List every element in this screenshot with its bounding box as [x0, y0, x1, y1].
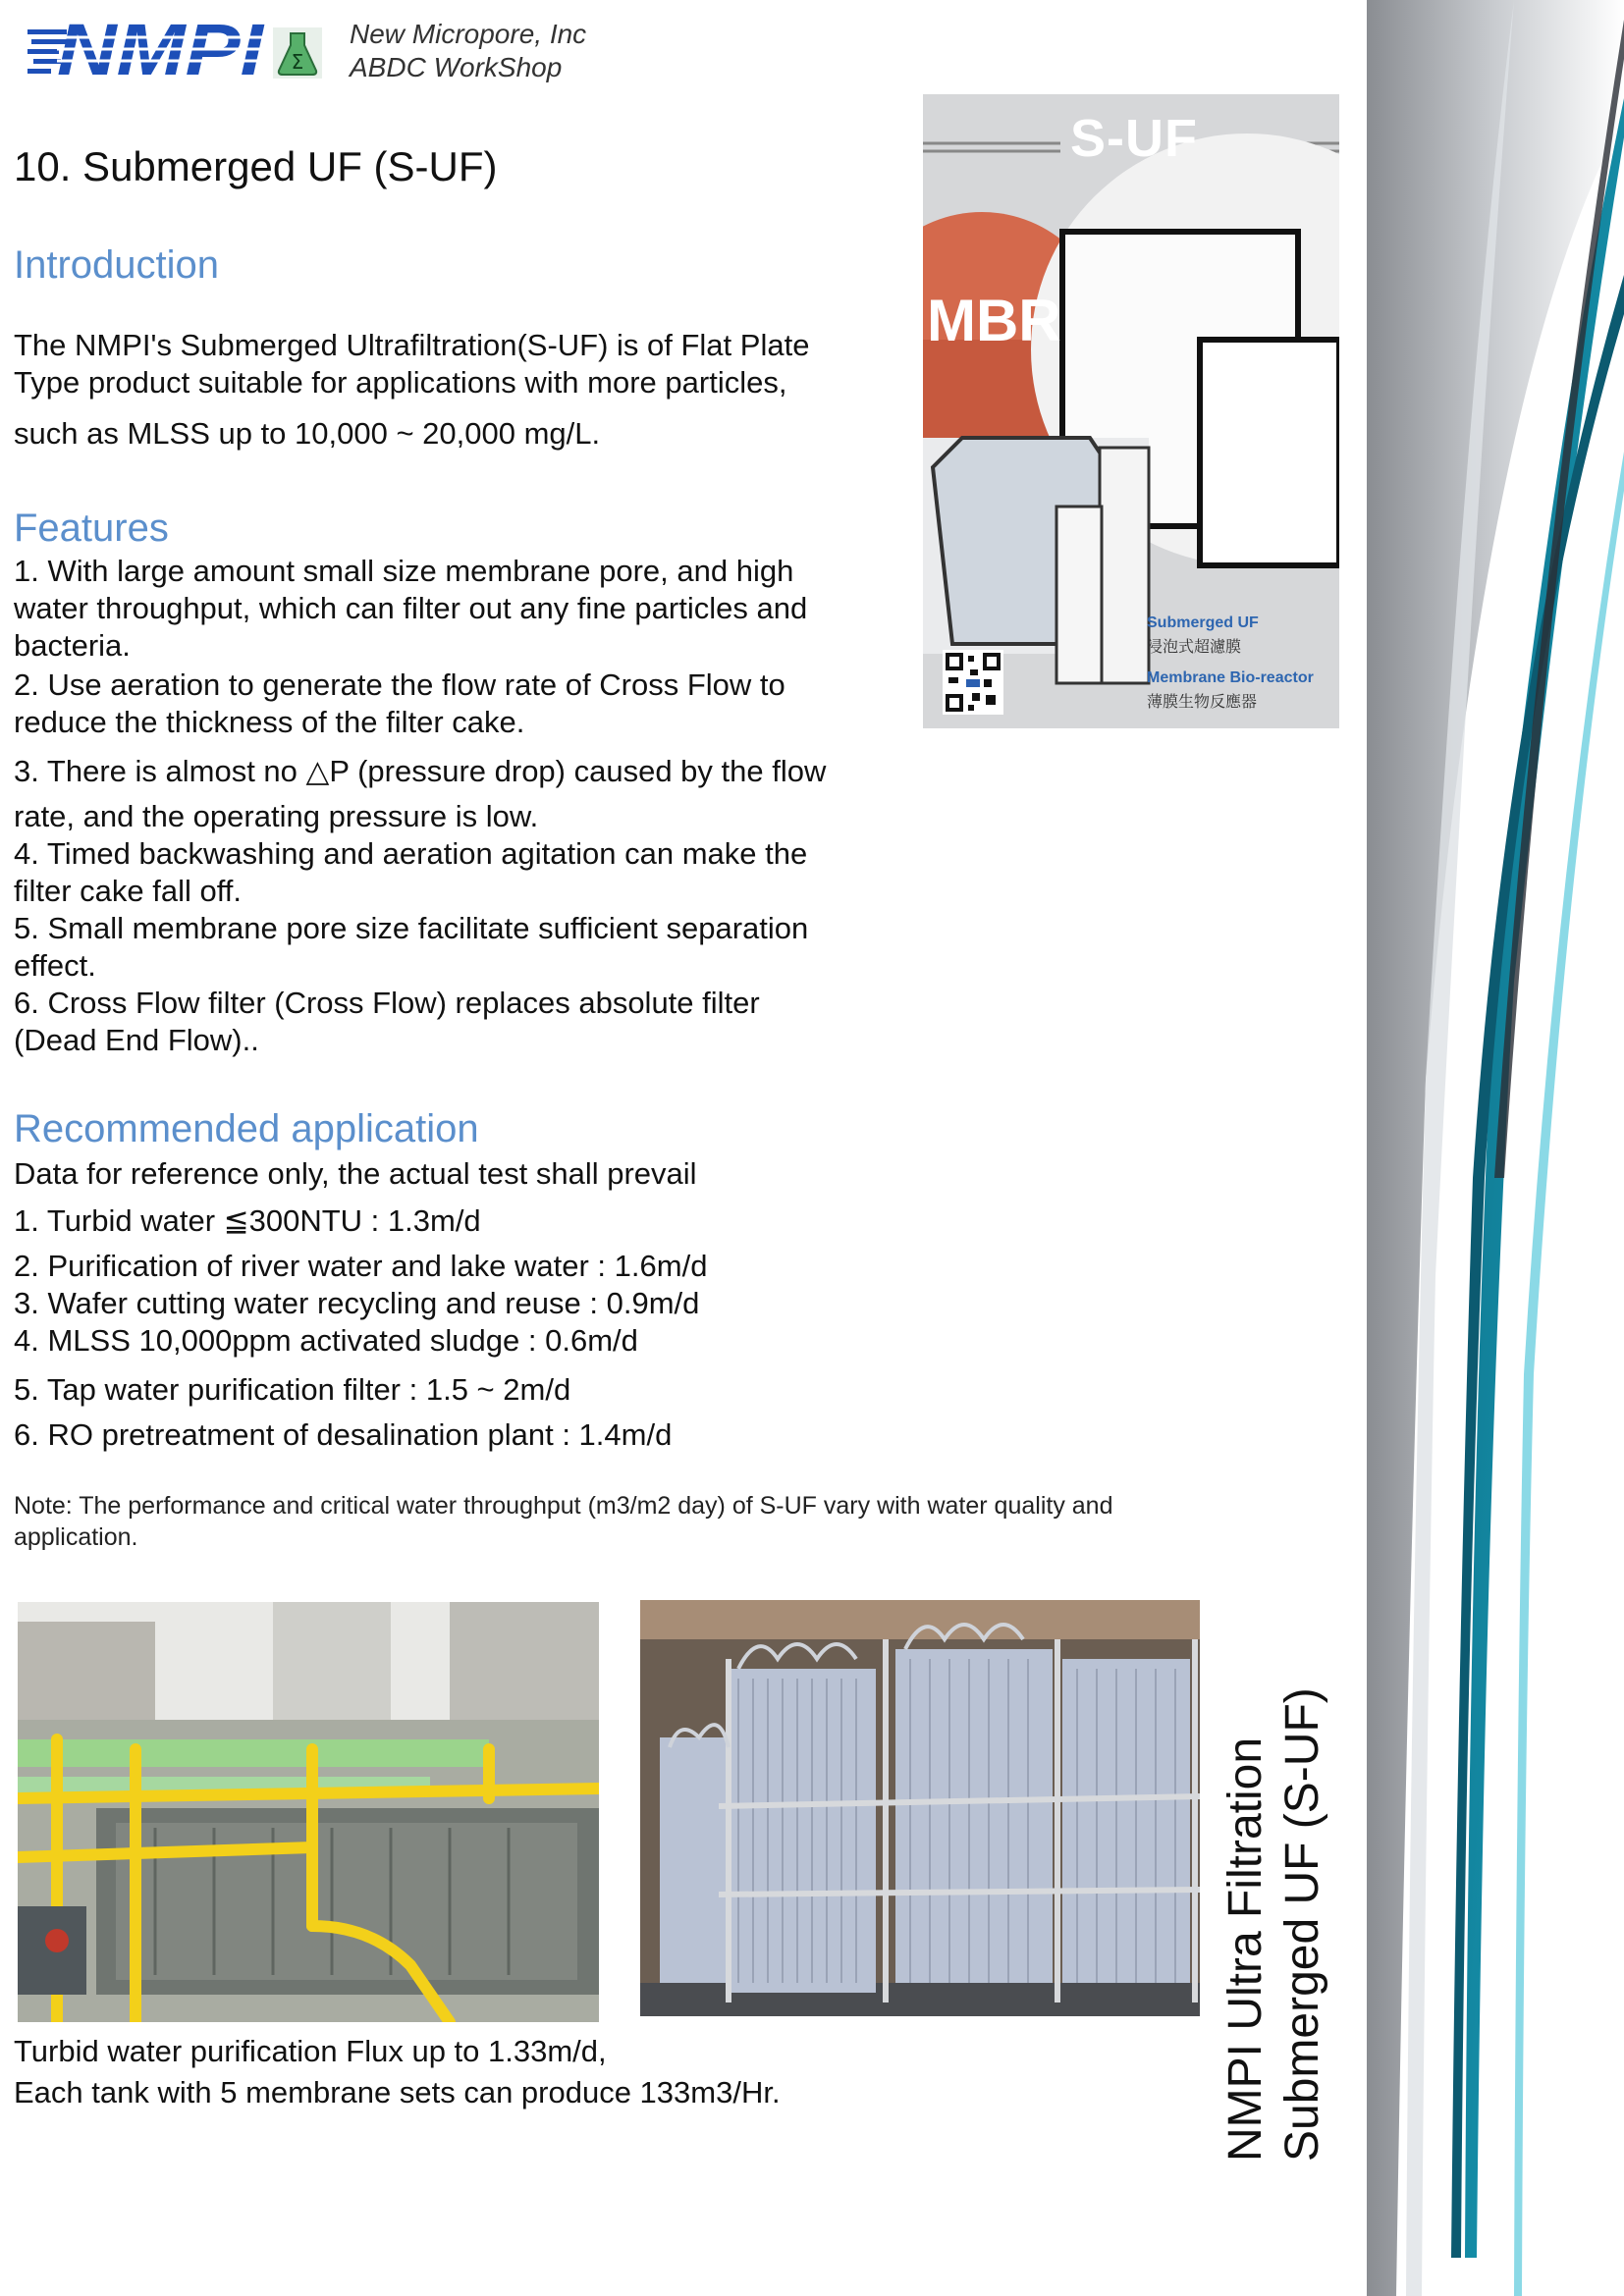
company-name: [350, 18, 586, 84]
feature-line: effect.: [14, 948, 96, 983]
application-item: 1. Turbid water ≦300NTU : 1.3m/d: [14, 1203, 481, 1238]
recommended-heading: Recommended application: [14, 1107, 479, 1150]
svg-text:Σ: Σ: [291, 50, 304, 74]
qr-code-icon: [943, 650, 1003, 715]
feature-line: 2. Use aeration to generate the flow rate of Cross Flow to: [14, 667, 785, 702]
application-item: 4. MLSS 10,000ppm activated sludge : 0.6m/d: [14, 1323, 638, 1358]
intro-line: such as MLSS up to 10,000 ~ 20,000 mg/L.: [14, 416, 601, 451]
brochure-badge: MBR: [927, 288, 1061, 353]
feature-line: 1. With large amount small size membrane pore, and high: [14, 554, 794, 588]
decorative-swoosh: [1367, 0, 1624, 2296]
vertical-title-line-1: NMPI Ultra Filtration: [1219, 1736, 1272, 2162]
brochure-image: [923, 94, 1339, 728]
feature-line: reduce the thickness of the filter cake.: [14, 705, 525, 739]
features-heading: Features: [14, 507, 169, 550]
intro-line: The NMPI's Submerged Ultrafiltration(S-UF) is of Flat Plate: [14, 328, 810, 362]
feature-line: water throughput, which can filter out any fine particles and: [14, 591, 808, 625]
company-line-2: ABDC WorkShop: [350, 52, 563, 82]
application-item: 6. RO pretreatment of desalination plant : 1.4m/d: [14, 1417, 673, 1452]
logo-text: NMPI: [57, 9, 265, 82]
application-item: 5. Tap water purification filter : 1.5 ~ 2m/d: [14, 1372, 571, 1407]
page-title: 10. Submerged UF (S-UF): [14, 143, 498, 189]
feature-line: 6. Cross Flow filter (Cross Flow) replaces absolute filter: [14, 986, 760, 1020]
application-item: 3. Wafer cutting water recycling and reuse : 0.9m/d: [14, 1286, 700, 1320]
application-item: 2. Purification of river water and lake water : 1.6m/d: [14, 1249, 708, 1283]
brochure-label-2-zh: 薄膜生物反應器: [1147, 694, 1258, 711]
feature-line: (Dead End Flow)..: [14, 1023, 259, 1057]
brochure-label-2: Membrane Bio-reactor: [1147, 669, 1314, 686]
tank-photo: [18, 1602, 599, 2022]
flask-sigma-icon: [273, 27, 322, 79]
feature-line: filter cake fall off.: [14, 874, 243, 908]
brochure-label-1: Submerged UF: [1147, 614, 1259, 631]
intro-line: Type product suitable for applications with more particles,: [14, 365, 787, 400]
photo-caption-line-2: Each tank with 5 membrane sets can produce 133m3/Hr.: [14, 2075, 781, 2109]
feature-line: 4. Timed backwashing and aeration agitation can make the: [14, 836, 808, 871]
membrane-rack-photo: [640, 1600, 1200, 2016]
feature-line: bacteria.: [14, 628, 131, 663]
recommended-subtitle: Data for reference only, the actual test shall prevail: [14, 1156, 697, 1191]
photo-caption-line-1: Turbid water purification Flux up to 1.33m/d,: [14, 2034, 607, 2068]
feature-line: 3. There is almost no △P (pressure drop) caused by the flow: [14, 754, 827, 788]
brochure-title: S-UF: [1070, 109, 1198, 168]
feature-line: rate, and the operating pressure is low.: [14, 799, 539, 833]
vertical-title-line-2: Submerged UF (S-UF): [1276, 1686, 1328, 2162]
vertical-title: [1218, 1686, 1335, 2162]
introduction-heading: Introduction: [14, 243, 220, 287]
performance-note: Note: The performance and critical water throughput (m3/m2 day) of S-UF vary with water quality and application.: [14, 1492, 1113, 1551]
company-line-1: New Micropore, Inc: [350, 19, 587, 49]
brochure-label-1-zh: 浸泡式超濾膜: [1147, 639, 1242, 656]
nmpi-logo: [27, 8, 268, 82]
feature-line: 5. Small membrane pore size facilitate sufficient separation: [14, 911, 809, 945]
